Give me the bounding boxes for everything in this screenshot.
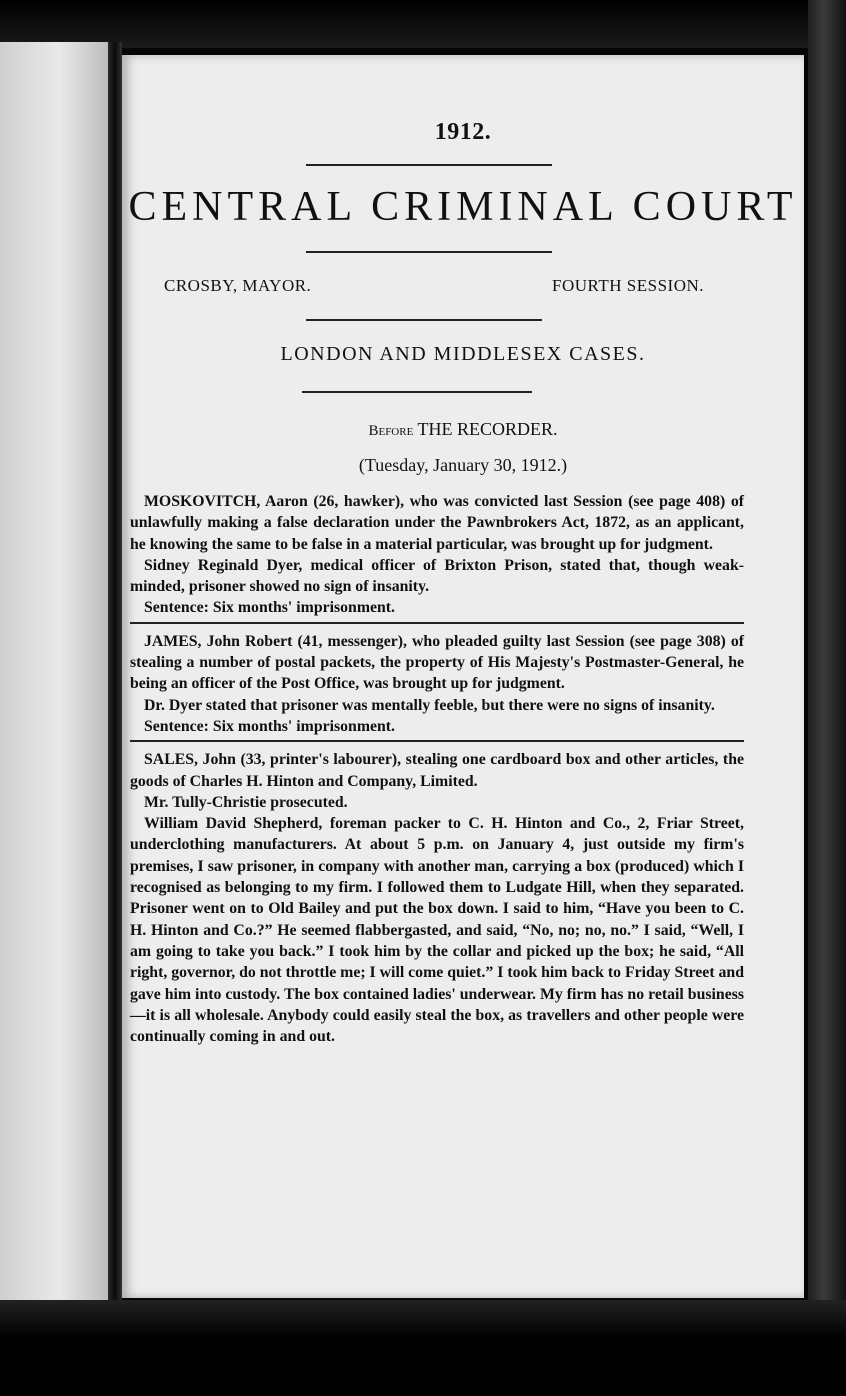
before-judge: THE RECORDER. bbox=[417, 419, 558, 439]
case-sales bbox=[130, 749, 744, 1047]
book-gutter bbox=[108, 42, 122, 1304]
facing-page-edge bbox=[0, 42, 110, 1302]
case-separator bbox=[130, 740, 744, 742]
case-paragraph: Dr. Dyer stated that prisoner was mentally feeble, but there were no signs of insanity. bbox=[144, 696, 715, 714]
case-paragraph: Sentence: Six months' imprisonment. bbox=[144, 717, 395, 735]
session-label: FOURTH SESSION. bbox=[552, 276, 704, 295]
rule-top bbox=[306, 164, 552, 166]
scan-bottom-edge bbox=[0, 1300, 846, 1396]
case-paragraph: MOSKOVITCH, Aaron (26, hawker), who was convicted last Session (see page 408) of unlawfully making a false declaration under the Pawnbrokers Act, 1872, as an applicant, he knowing the same to be false in a material particular, was brought up for judgment. bbox=[130, 493, 744, 553]
scan-top-edge bbox=[0, 0, 846, 48]
document-page bbox=[122, 55, 804, 1298]
case-paragraph: SALES, John (33, printer's labourer), stealing one cardboard box and other articles, the goods of Charles H. Hinton and Company, Limited. bbox=[130, 751, 744, 790]
before-line bbox=[122, 419, 804, 440]
case-paragraph: William David Shepherd, foreman packer to C. H. Hinton and Co., 2, Friar Street, underclothing manufacturers. At about 5 p.m. on January 4, just outside my firm's premises, I saw prisoner, in company with another man, carrying a box (produced) which I recognised as belonging to my firm. I followed them to Ludgate Hill, when they separated. Prisoner went on to Old Bailey and put the box down. I said to him, “Have you been to C. H. Hinton and Co.?” He seemed flabbergasted, and said, “No, no; no, no.” I said, “Well, I am going to take you back.” I took him by the collar and picked up the box; he said, “All right, governor, do not throttle me; I will come quiet.” I took him back to Friday Street and gave him into custody. The box contained ladies' underwear. My firm has no retail business—it is all wholesale. Anybody could easily steal the box, as travellers and other people were continually coming in and out. bbox=[130, 815, 744, 1046]
case-paragraph: Mr. Tully-Christie prosecuted. bbox=[144, 793, 348, 811]
page-year: 1912. bbox=[434, 119, 492, 145]
case-james bbox=[130, 631, 744, 737]
rule-below-title bbox=[306, 251, 552, 253]
mayor-label: CROSBY, MAYOR. bbox=[164, 276, 312, 295]
cases-body bbox=[130, 491, 744, 1047]
case-moskovitch bbox=[130, 491, 744, 619]
before-prefix: Before bbox=[368, 423, 414, 439]
session-date: (Tuesday, January 30, 1912.) bbox=[358, 455, 568, 475]
case-paragraph: JAMES, John Robert (41, messenger), who pleaded guilty last Session (see page 308) of stealing a number of postal packets, the property of His Majesty's Postmaster-General, he being an officer of the Post Office, was brought up for judgment. bbox=[130, 632, 744, 693]
case-paragraph: Sentence: Six months' imprisonment. bbox=[144, 599, 395, 617]
rule-below-session bbox=[306, 319, 542, 321]
rule-below-cases bbox=[302, 391, 532, 393]
cases-heading: LONDON AND MIDDLESEX CASES. bbox=[280, 343, 646, 365]
case-paragraph: Sidney Reginald Dyer, medical officer of Brixton Prison, stated that, though weak-minded, prisoner showed no sign of insanity. bbox=[130, 556, 744, 596]
case-separator bbox=[130, 622, 744, 624]
scan-right-edge bbox=[808, 0, 846, 1396]
court-title: CENTRAL CRIMINAL COURT bbox=[128, 184, 798, 230]
